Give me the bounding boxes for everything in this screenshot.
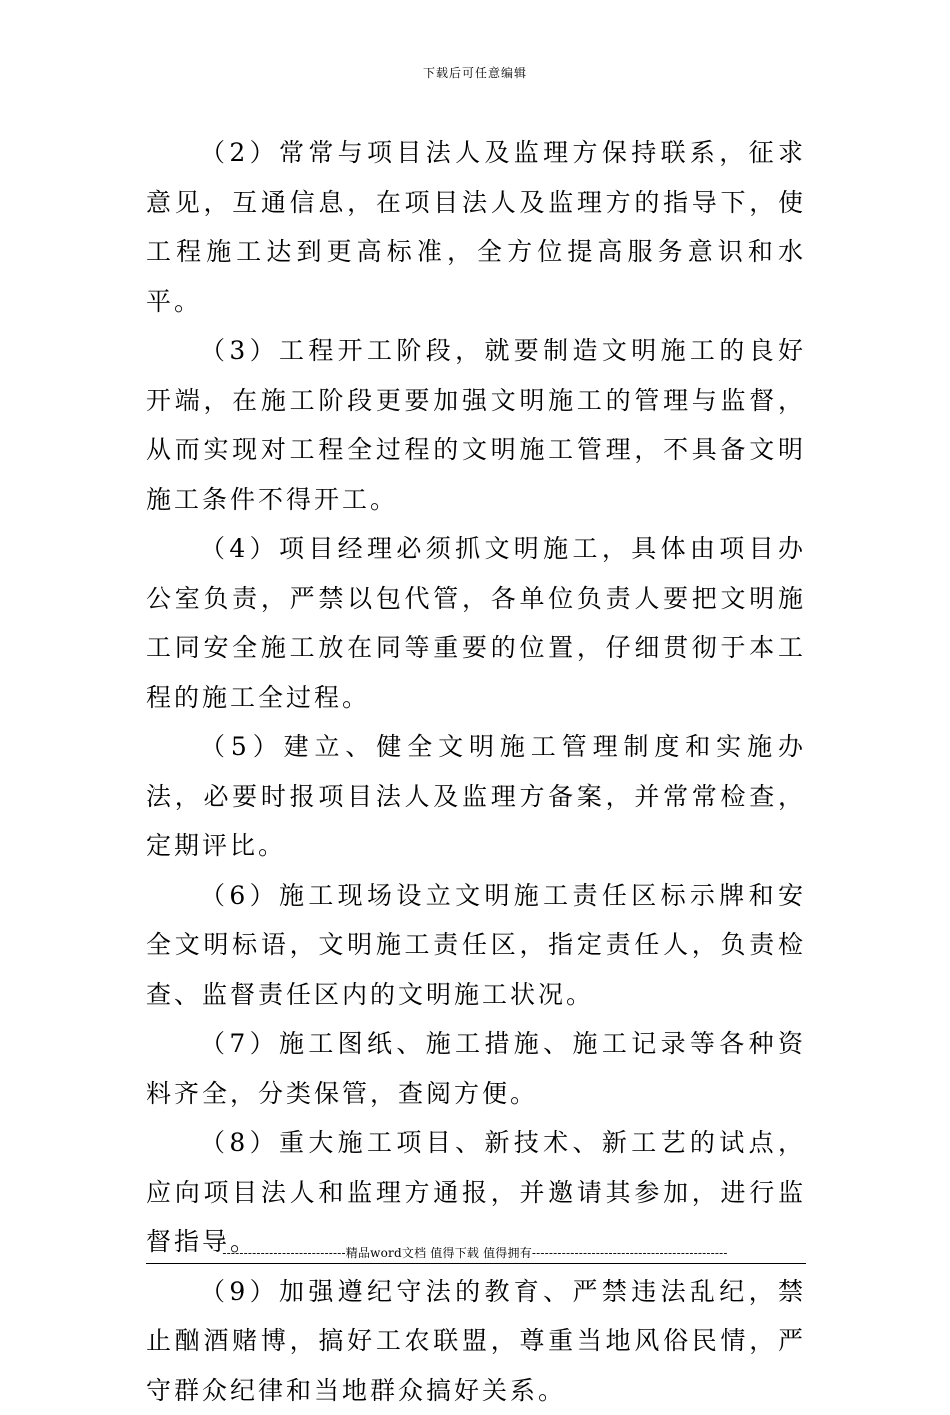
paragraph-6: （6）施工现场设立文明施工责任区标示牌和安全文明标语，文明施工责任区，指定责任人，负责检查、监督责任区内的文明施工状况。 <box>146 871 806 1020</box>
paragraph-9: （9）加强遵纪守法的教育、严禁违法乱纪，禁止酗酒赌博，搞好工农联盟，尊重当地风俗民情，严守群众纪律和当地群众搞好关系。 <box>146 1267 806 1415</box>
paragraph-8: （8）重大施工项目、新技术、新工艺的试点，应向项目法人和监理方通报，并邀请其参加，进行监督指导。 <box>146 1118 806 1267</box>
page-footer: -----------------------------精品word文档 值得下载 值得拥有---------------------------------------------- <box>0 1244 950 1261</box>
footer-divider <box>146 1263 806 1264</box>
paragraph-7: （7）施工图纸、施工措施、施工记录等各种资料齐全，分类保管，查阅方便。 <box>146 1019 806 1118</box>
paragraph-3: （3）工程开工阶段，就要制造文明施工的良好开端，在施工阶段更要加强文明施工的管理与监督，从而实现对工程全过程的文明施工管理，不具备文明施工条件不得开工。 <box>146 326 806 524</box>
paragraph-2: （2）常常与项目法人及监理方保持联系，征求意见，互通信息，在项目法人及监理方的指导下，使工程施工达到更高标准，全方位提高服务意识和水平。 <box>146 128 806 326</box>
paragraph-4: （4）项目经理必须抓文明施工，具体由项目办公室负责，严禁以包代管，各单位负责人要把文明施工同安全施工放在同等重要的位置，仔细贯彻于本工程的施工全过程。 <box>146 524 806 722</box>
document-body <box>146 128 806 1415</box>
paragraph-5: （5）建立、健全文明施工管理制度和实施办法，必要时报项目法人及监理方备案，并常常检查，定期评比。 <box>146 722 806 871</box>
page-header: 下载后可任意编辑 <box>0 64 950 81</box>
